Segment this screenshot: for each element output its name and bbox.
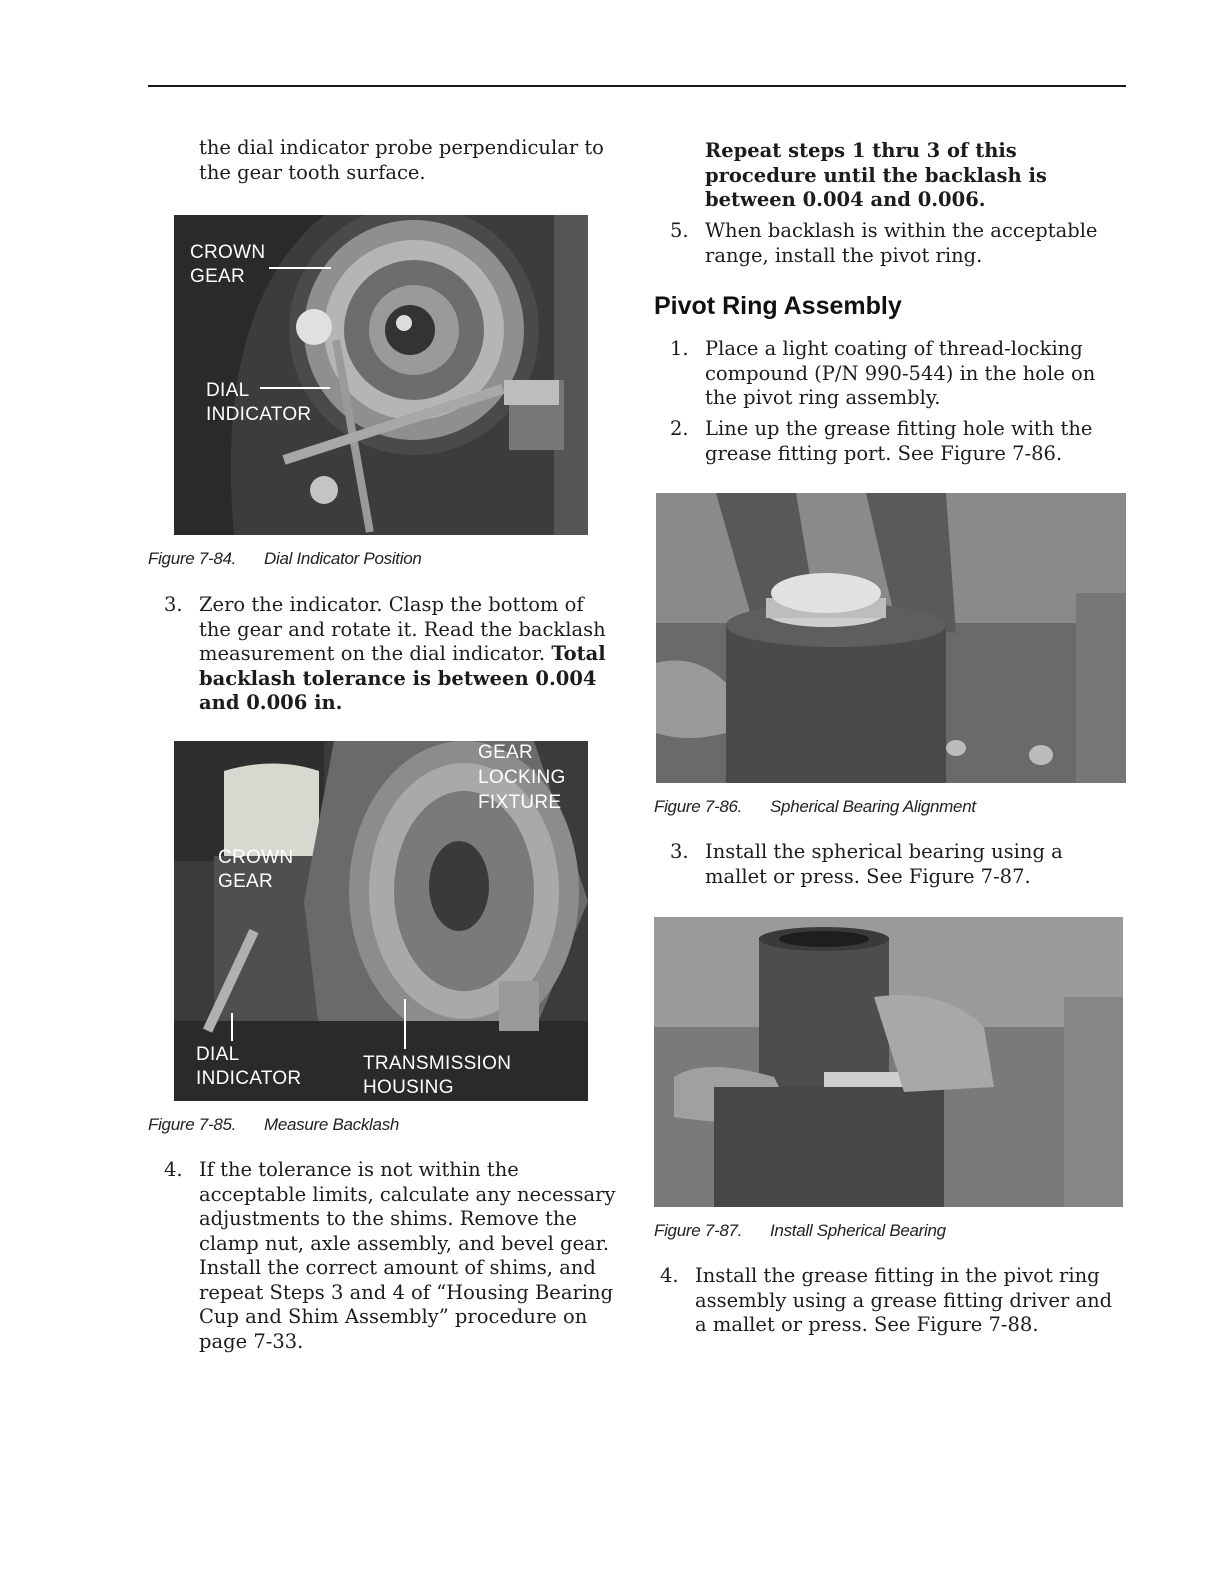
figure-7-85-number: Figure 7-85.	[148, 1115, 237, 1134]
figure-7-84-title: Dial Indicator Position	[264, 549, 422, 568]
figure-7-86-caption	[654, 797, 976, 817]
right-step-2	[654, 417, 1126, 466]
crown-gear-leader-line	[269, 267, 331, 269]
right-step-1	[654, 337, 1126, 411]
step-3-text: Zero the indicator. Clasp the bottom of the gear and rotate it. Read the backlash measurement on the dial indicator.	[199, 593, 606, 665]
figure-7-86-title: Spherical Bearing Alignment	[770, 797, 976, 816]
figure-7-87-caption	[654, 1221, 946, 1241]
dial-indicator-label-2: DIAL INDICATOR	[196, 1044, 302, 1089]
step-number: 4.	[164, 1158, 183, 1181]
right-step-5	[654, 219, 1126, 268]
step-number: 5.	[670, 219, 689, 242]
transmission-housing-label: TRANSMISSION HOUSING	[363, 1053, 512, 1098]
step-number: 2.	[670, 417, 689, 440]
figure-7-86-number: Figure 7-86.	[654, 797, 743, 816]
step-4-text-right: Install the grease fitting in the pivot ring assembly using a grease fitting driver and a mallet or press. See Figure 7-88.	[695, 1264, 1113, 1336]
figure-7-84-caption	[148, 549, 422, 569]
figure-7-85-photo	[174, 741, 588, 1101]
intro-paragraph: the dial indicator probe perpendicular to the gear tooth surface.	[199, 136, 604, 184]
figure-7-85-caption	[148, 1115, 399, 1135]
figure-7-84-number: Figure 7-84.	[148, 549, 237, 568]
step-3-bold-text: Total backlash tolerance is between 0.004 and 0.006 in.	[199, 642, 606, 714]
step-number: 3.	[670, 840, 689, 863]
figure-7-87-number: Figure 7-87.	[654, 1221, 743, 1240]
right-step-4	[644, 1264, 1126, 1338]
step-number: 1.	[670, 337, 689, 360]
left-step-3	[148, 593, 618, 716]
figure-7-87-title: Install Spherical Bearing	[770, 1221, 946, 1240]
figure-7-84-photo	[174, 215, 588, 535]
step-2-text: Line up the grease fitting hole with the grease fitting port. See Figure 7-86.	[705, 417, 1093, 465]
left-step-4	[148, 1158, 618, 1354]
gear-locking-fixture-label: GEAR LOCKING FIXTURE	[478, 742, 566, 813]
step-5-text: When backlash is within the acceptable range, install the pivot ring.	[705, 219, 1098, 267]
header-rule	[148, 85, 1126, 87]
step-number: 4.	[660, 1264, 679, 1287]
step-3-text-right: Install the spherical bearing using a mallet or press. See Figure 7-87.	[705, 840, 1063, 888]
pivot-ring-heading: Pivot Ring Assembly	[654, 292, 902, 320]
crown-gear-label-2: CROWN GEAR	[218, 847, 294, 892]
crown-gear-label: CROWN GEAR	[190, 242, 266, 287]
figure-7-87-photo	[654, 917, 1123, 1207]
step-1-text: Place a light coating of thread-locking compound (P/N 990-544) in the hole on the pivot ring assembly.	[705, 337, 1096, 409]
dial-indicator-label: DIAL INDICATOR	[206, 380, 312, 425]
dial-indicator-leader-line	[260, 387, 330, 389]
right-step-3	[654, 840, 1126, 889]
figure-7-85-title: Measure Backlash	[264, 1115, 400, 1134]
figure-7-86-photo	[656, 493, 1126, 783]
transmission-housing-leader-line	[404, 999, 406, 1049]
step-number: 3.	[164, 593, 183, 616]
left-column	[148, 136, 618, 185]
dial-indicator-leader-line-2	[231, 1013, 233, 1041]
repeat-steps-note: Repeat steps 1 thru 3 of this procedure until the backlash is between 0.004 and 0.006.	[705, 139, 1047, 211]
step-4-text: If the tolerance is not within the acceptable limits, calculate any necessary adjustments to the shims. Remove the clamp nut, axle assembly, and bevel gear. Install the correct amount of shims, and repeat Steps 3 and 4 of “Housing Bearing Cup and Shim Assembly” procedure on page 7-33.	[199, 1158, 616, 1353]
